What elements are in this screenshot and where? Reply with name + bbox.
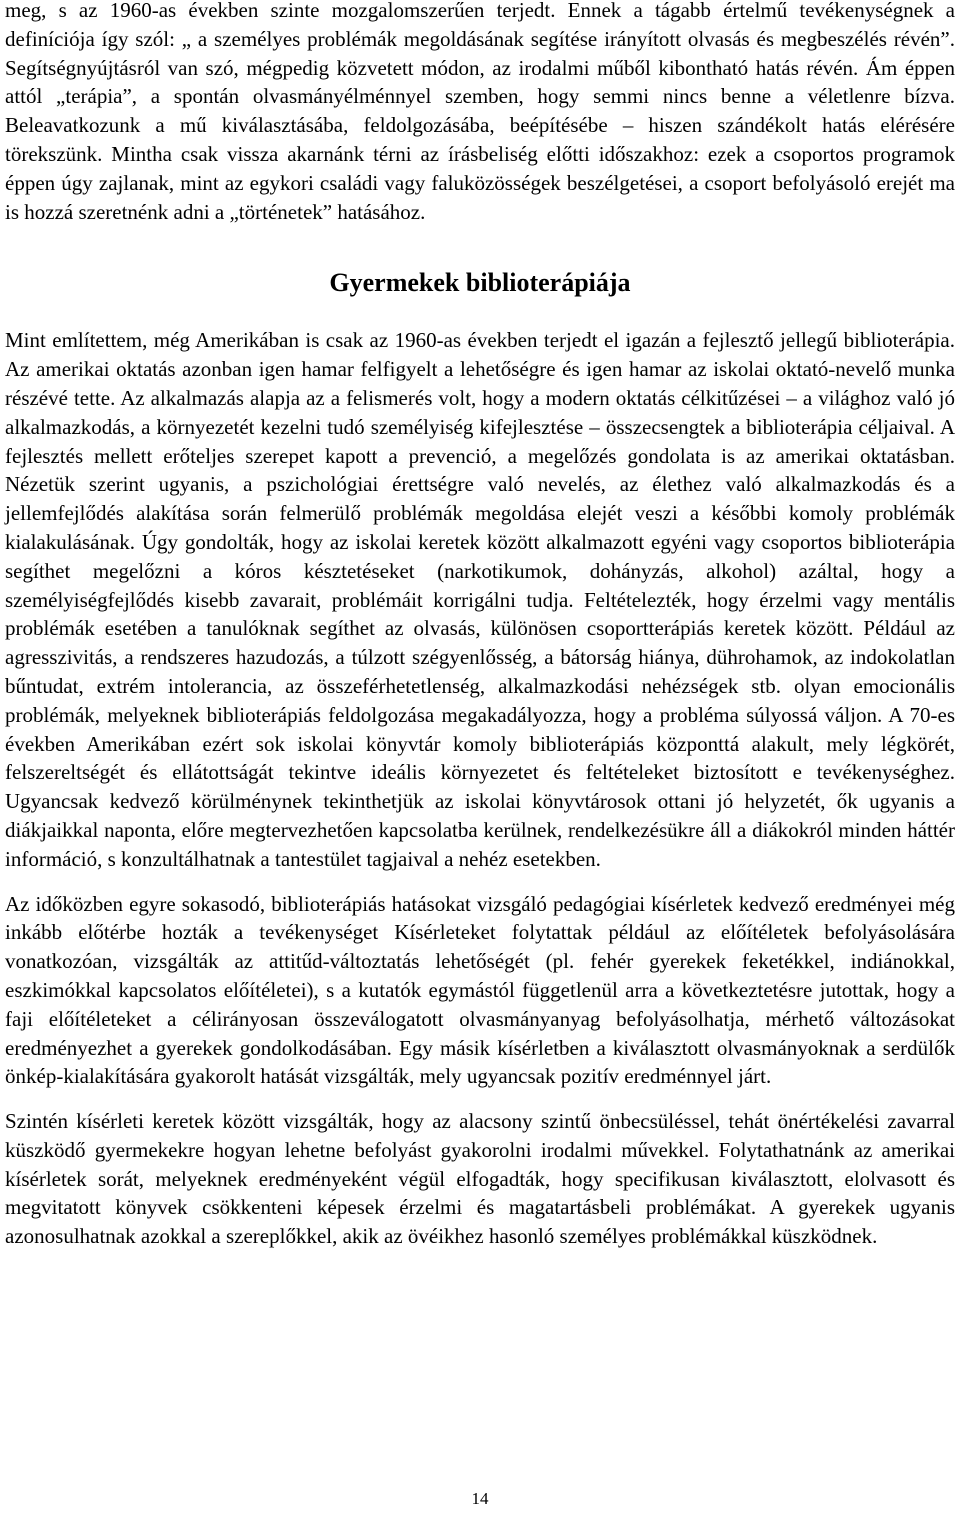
document-page bbox=[5, 0, 955, 1251]
body-paragraph-2: Az időközben egyre sokasodó, biblioterápiás hatásokat vizsgáló pedagógiai kísérletek kedvező eredményei még inkább előtérbe hozták a tevékenységet Kísérleteket folytattak például az előítéletek befolyásolására vonatkozóan, vizsgálták az attitűd-változtatás lehetőségét (pl. fehér gyerekek feketékkel, indiánokkal, eszkimókkal kapcsolatos előítéletei), s a kutatók egymástól függetlenül arra a következtetésre jutottak, hogy a faji előítéleteket a célirányosan összeválogatott olvasmányanyag befolyásolhatja, mérhető változásokat eredményezhet a gyerekek gondolkodásában. Egy másik kísérletben a kiválasztott olvasmányoknak a serdülők önkép-kialakítására gyakorolt hatását vizsgálták, mely ugyancsak pozitív eredménnyel járt. bbox=[5, 891, 955, 1089]
body-paragraph-1: Mint említettem, még Amerikában is csak az 1960-as években terjedt el igazán a fejlesztő jellegű biblioterápia. Az amerikai oktatás azonban igen hamar felfigyelt a lehetőségre és igen hamar az iskolai oktató-nevelő munka részévé tette. Az alkalmazás alapja az a felismerés volt, hogy a modern oktatás célkitűzései – a világhoz való jó alkalmazkodás, a környezetét kezelni tudó személyiség kifejlesztése – összecsengtek a biblioterápia céljaival. A fejlesztés mellett erőteljes szerepet kapott a prevenció, a megelőzés gondolata is az amerikai oktatásban. Nézetük szerint ugyanis, a pszichológiai érettségre való nevelés, az élethez való alkalmazkodás és a jellemfejlődés alakítása során felmerülő problémák megoldása elejét veszi a későbbi komoly problémák kialakulásának. Úgy gondolták, hogy az iskolai keretek között alkalmazott egyéni vagy csoportos biblioterápia segíthet megelőzni a kóros késztetéseket (narkotikumok, dohányzás, alkohol) azáltal, hogy a személyiségfejlődés kisebb zavarait, problémáit korrigálni tudja. Feltételezték, hogy érzelmi vagy mentális problémák esetében a tanulóknak segíthet az olvasás, különösen csoportterápiás keretek között. Például az agresszivitás, a rendszeres hazudozás, a túlzott szégyenlősség, a bátorság hiánya, dührohamok, az indokolatlan bűntudat, extrém intolerancia, az összeférhetetlenség, alkalmazkodási nehézségek stb. olyan emocionális problémák, melyeknek biblioterápiás feldolgozása megakadályozza, hogy a probléma súlyossá váljon. A 70-es években Amerikában ezért sok iskolai könyvtár komoly biblioterápiás központtá alakult, mely légkörét, felszereltségét és ellátottságát tekintve ideális környezetet és feltételeket biztosított e tevékenységhez. Ugyancsak kedvező körülménynek tekinthetjük az iskolai könyvtárosok ottani jó helyzetét, ők ugyanis a diákjaikkal naponta, előre megtervezhetően kapcsolatba kerülnek, rendelkezésükre áll a diákokról minden háttér információ, s konzultálhatnak a tantestület tagjaival a nehéz esetekben. bbox=[5, 328, 955, 871]
body-paragraph-3: Szintén kísérleti keretek között vizsgálták, hogy az alacsony szintű önbecsüléssel, tehát önértékelési zavarral küszködő gyermekekre hogyan lehetne befolyást gyakorolni irodalmi művekkel. Folytathatnánk az amerikai kísérletek sorát, melyeknek eredményeként végül elfogadták, hogy specifikusan kiválasztott, elolvasott és megvitatott könyvek csökkenteni képesek érzelmi és magatartásbeli problémákat. A gyerekek ugyanis azonosulhatnak azokkal a szereplőkkel, akik az övéikhez hasonló személyes problémákkal küszködnek. bbox=[5, 1109, 955, 1249]
section-title: Gyermekek biblioterápiája bbox=[329, 268, 631, 298]
intro-paragraph: meg, s az 1960-as években szinte mozgalomszerűen terjedt. Ennek a tágabb értelmű tevékenységnek a definíciója így szól: „ a személyes problémák megoldásának segítése irányított olvasás és megbeszélés révén”. Segítségnyújtásról van szó, mégpedig közvetett módon, az irodalmi műből kibontható hatás révén. Ám éppen attól „terápia”, a spontán olvasmányélménnyel szemben, hogy semmi nincs benne a véletlenre bízva. Beleavatkozunk a mű kiválasztásába, feldolgozásába, beépítésébe – hiszen szándékolt hatás elérésére törekszünk. Mintha csak vissza akarnánk térni az írásbeliség előtti időszakhoz: ezek a csoportos programok éppen úgy zajlanak, mint az egykori családi vagy faluközösségek beszélgetései, a csoport befolyásoló erejét ma is hozzá szeretnénk adni a „történetek” hatásához. bbox=[5, 0, 955, 224]
page-number: 14 bbox=[471, 1489, 489, 1508]
